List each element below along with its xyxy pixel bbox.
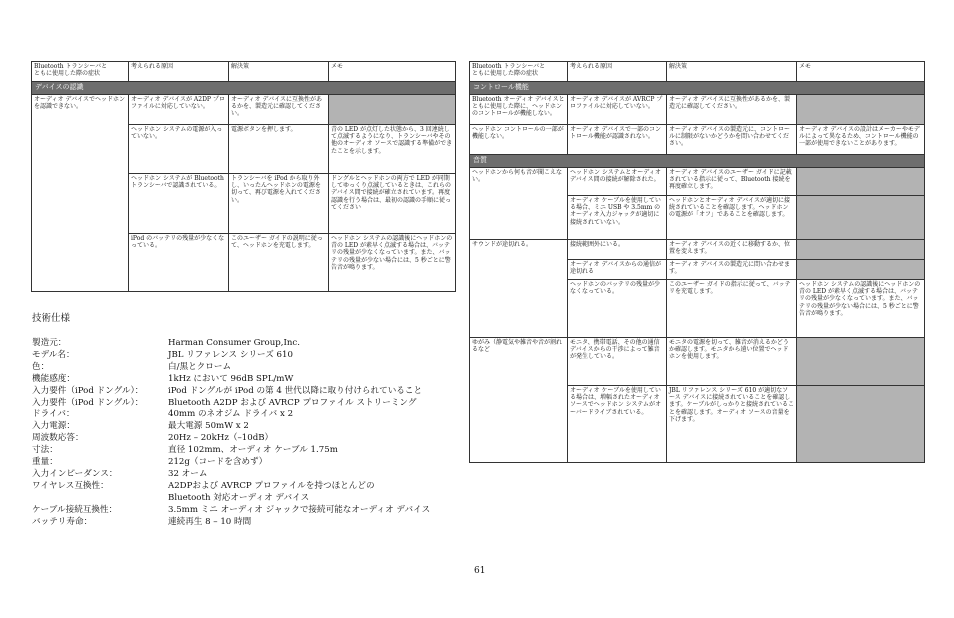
memo-cell-empty — [797, 196, 925, 240]
memo-cell: ヘッドホン システムの認識後にヘッドホンの青の LED が素早く点滅する場合は、バッテリの残量が少なくなっています。また、バッテリの残量が少ない場合には、5 秒ごとに警告音が鳴ります。 — [329, 234, 456, 292]
memo-cell-empty — [797, 95, 925, 125]
section-title: コントロール機能 — [470, 82, 925, 95]
memo-cell-empty — [797, 260, 925, 280]
symptom-cell: オーディオ デバイスでヘッドホンを認識できない。 — [32, 95, 129, 292]
spec-label: 製造元： — [32, 338, 67, 348]
spec-row — [32, 350, 472, 362]
header-symptom: Bluetooth トランシーバと ともに使用した際の症状 — [32, 62, 129, 82]
symptom-cell: ゆがみ（静電気や雑音や音が割れるなど — [470, 338, 568, 463]
spec-row — [32, 338, 472, 350]
section-title: 音質 — [470, 155, 925, 168]
spec-label: ケーブル接続互換性： — [32, 504, 118, 515]
solution-cell: このユーザー ガイドの説明に従って、ヘッドホンを充電します。 — [229, 234, 329, 292]
symptom-cell: ヘッドホンから何も音が聞こえない。 — [470, 168, 568, 240]
solution-cell: JBL リファレンス シリーズ 610 が適切なソース デバイスに接続されていることを確認します。ケーブルがしっかりと接続されていることを確認します。オーディオ ソースの音量を下げます。 — [667, 386, 797, 463]
solution-cell: オーディオ デバイスの製造元に、コントロールに制限がないかどうかを問い合わせてください。 — [667, 125, 797, 155]
cause-cell: ヘッドホン システムとオーディオ デバイス間の接続が解除された。 — [568, 168, 667, 196]
table-row — [470, 125, 925, 155]
spec-label: ワイヤレス互換性： — [32, 480, 109, 491]
memo-cell-empty — [797, 338, 925, 386]
symptom-cell: ヘッドホン コントロールの一部が機能しない。 — [470, 125, 568, 155]
header-memo: メモ — [329, 62, 456, 82]
memo-cell-empty — [797, 386, 925, 463]
symptom-cell: Bluetooth オーディオ デバイスとともに使用した際に、ヘッドホンのコントロールが機能しない。 — [470, 95, 568, 125]
spec-row — [32, 398, 472, 410]
spec-value: iPod ドングルが iPod の第 4 世代以降に取り付けられていること — [168, 385, 423, 396]
spec-value: 20Hz – 20kHz（–10dB） — [168, 433, 274, 444]
spec-value: 212g（コードを含めず） — [168, 457, 268, 468]
spec-row — [32, 493, 472, 505]
section-header-sound — [470, 155, 925, 168]
specs-title: 技術仕様 — [32, 313, 71, 324]
memo-cell-empty — [329, 95, 456, 125]
spec-label: 入力要件（iPod ドングル）： — [32, 397, 144, 408]
spec-value: JBL リファレンス シリーズ 610 — [168, 349, 293, 360]
cause-cell: ヘッドホン システムが Bluetooth トランシーバで認識されている。 — [129, 174, 229, 234]
spec-row — [32, 374, 472, 386]
solution-cell: オーディオ デバイスの製造元に問い合わせます。 — [667, 260, 797, 280]
solution-cell: トランシーバを iPod から取り外し、いったんヘッドホンの電源を切って、再び電源を入れてください。 — [229, 174, 329, 234]
solution-cell: 電源ボタンを押します。 — [229, 125, 329, 174]
spec-row — [32, 362, 472, 374]
table-row — [32, 95, 456, 125]
spec-label: 周波数応答： — [32, 433, 84, 444]
cause-cell: オーディオ デバイスが AVRCP プロファイルに対応していない。 — [568, 95, 667, 125]
cause-cell: ヘッドホンのバッテリの残量が少なくなっている。 — [568, 280, 667, 338]
memo-cell: 青の LED が点灯した状態から、3 回連続して点滅するようになり、トランシーバやその他のオーディオ ソースで認識する準備ができたことを示します。 — [329, 125, 456, 174]
memo-cell: ドングルとヘッドホンの両方で LED が同期してゆっくり点滅しているときは、これらのデバイス間で接続が確立されています。再度認識を行う場合は、最初の認識の手順に従ってください — [329, 174, 456, 234]
spec-row — [32, 481, 472, 493]
header-memo: メモ — [797, 62, 925, 82]
spec-value: A2DPおよび AVRCP プロファイルを持つほとんどの — [168, 480, 375, 491]
table-header-row — [470, 62, 925, 82]
spec-label: 入力要件（iPod ドングル）： — [32, 385, 144, 396]
spec-row — [32, 421, 472, 433]
cause-cell: ヘッドホン システムの電源が入っていない。 — [129, 125, 229, 174]
memo-cell-empty — [797, 240, 925, 260]
memo-cell: ヘッドホン システムの認識後にヘッドホンの青の LED が素早く点滅する場合は、バッテリの残量が少なくなっています。また、バッテリの残量が少ない場合には、5 秒ごとに警告音が鳴ります。 — [797, 280, 925, 338]
cause-cell: オーディオ デバイスからの通信が途切れる — [568, 260, 667, 280]
spec-label: 重量： — [32, 457, 58, 468]
spec-row — [32, 433, 472, 445]
cause-cell: オーディオ デバイスで一部のコントロール機能が認識されない。 — [568, 125, 667, 155]
header-symptom: Bluetooth トランシーバと ともに使用した際の症状 — [470, 62, 568, 82]
table-row — [470, 168, 925, 196]
cause-cell: モニタ、携帯電話、その他の通信デバイスからの干渉によって雑音が発生している。 — [568, 338, 667, 386]
spec-row — [32, 457, 472, 469]
spec-value: 32 オーム — [168, 468, 208, 479]
table-row — [470, 338, 925, 386]
spec-label: 入力電源： — [32, 421, 75, 432]
spec-label: 機能感度： — [32, 373, 75, 384]
section-header-device-recognition — [32, 82, 456, 95]
symptom-cell: サウンドが途切れる。 — [470, 240, 568, 338]
spec-label: 色： — [32, 361, 50, 372]
spec-row — [32, 505, 472, 517]
spec-value: Harman Consumer Group,Inc. — [168, 338, 300, 348]
spec-value: Bluetooth A2DP および AVRCP プロファイル ストリーミング — [168, 397, 417, 408]
spec-row — [32, 386, 472, 398]
spec-value: 3.5mm ミニ オーディオ ジャックで接続可能なオーディオ デバイス — [168, 504, 431, 515]
spec-label: バッテリ寿命： — [32, 516, 93, 527]
spec-row — [32, 409, 472, 421]
table-row — [470, 95, 925, 125]
solution-cell: モニタの電源を切って、雑音が消えるかどうか確認します。モニタから遠い位置でヘッドホンを使用します。 — [667, 338, 797, 386]
spec-label: ドライバ： — [32, 409, 75, 420]
section-header-control — [470, 82, 925, 95]
spec-value: Bluetooth 対応オーディオ デバイス — [168, 492, 310, 503]
spec-label — [32, 493, 168, 505]
header-solution: 解決策 — [667, 62, 797, 82]
header-cause: 考えられる原因 — [129, 62, 229, 82]
cause-cell: オーディオ ケーブルを使用している場合は、増幅されたオーディオ ソースでヘッドホン システムがオーバードライブされている。 — [568, 386, 667, 463]
table-header-row — [32, 62, 456, 82]
memo-cell-empty — [797, 168, 925, 196]
spec-value: 直径 102mm、オーディオ ケーブル 1.75m — [168, 445, 338, 456]
header-cause: 考えられる原因 — [568, 62, 667, 82]
cause-cell: 接続範囲外にいる。 — [568, 240, 667, 260]
right-troubleshooting-table — [469, 61, 925, 463]
solution-cell: ヘッドホンとオーディオ デバイスが適切に接続されていることを確認します。ヘッドホンの電源が「オフ」であることを確認します。 — [667, 196, 797, 240]
specs-list — [32, 338, 472, 529]
table-row — [470, 240, 925, 260]
spec-value: 40mm のネオジム ドライバ x 2 — [168, 409, 294, 420]
spec-row — [32, 445, 472, 457]
solution-cell: このユーザー ガイドの指示に従って、バッテリを充電します。 — [667, 280, 797, 338]
spec-row — [32, 517, 472, 529]
spec-label: モデル名： — [32, 349, 75, 360]
memo-cell: オーディオ デバイスの設計はメーカーやモデルによって異なるため、コントロール機能の一部が使用できないことがあります。 — [797, 125, 925, 155]
solution-cell: オーディオ デバイスの近くに移動するか、位置を変えます。 — [667, 240, 797, 260]
left-troubleshooting-table — [31, 61, 456, 292]
cause-cell: iPod のバッテリの残量が少なくなっている。 — [129, 234, 229, 292]
header-solution: 解決策 — [229, 62, 329, 82]
spec-value: 白/黒とクローム — [168, 361, 232, 372]
cause-cell: オーディオ ケーブルを使用している場合、ミニ USB や 3.5mm のオーディオ入力ジャックが適切に接続されていない。 — [568, 196, 667, 240]
spec-value: 1kHz において 96dB SPL/mW — [168, 373, 294, 384]
solution-cell: オーディオ デバイスに互換性があるかを、製造元に確認してください。 — [229, 95, 329, 125]
spec-value: 連続再生 8 – 10 時間 — [168, 516, 252, 527]
spec-row — [32, 469, 472, 481]
solution-cell: オーディオ デバイスに互換性があるかを、製造元に確認してください。 — [667, 95, 797, 125]
section-title: デバイスの認識 — [32, 82, 456, 95]
solution-cell: オーディオ デバイスのユーザー ガイドに記載されている指示に従って、Bluetooth 接続を再度確立します。 — [667, 168, 797, 196]
cause-cell: オーディオ デバイスが A2DP プロファイルに対応していない。 — [129, 95, 229, 125]
spec-value: 最大電源 50mW x 2 — [168, 421, 249, 432]
spec-label: 入力インピーダンス： — [32, 468, 118, 479]
spec-label: 寸法： — [32, 445, 58, 456]
page-number: 61 — [474, 566, 486, 576]
